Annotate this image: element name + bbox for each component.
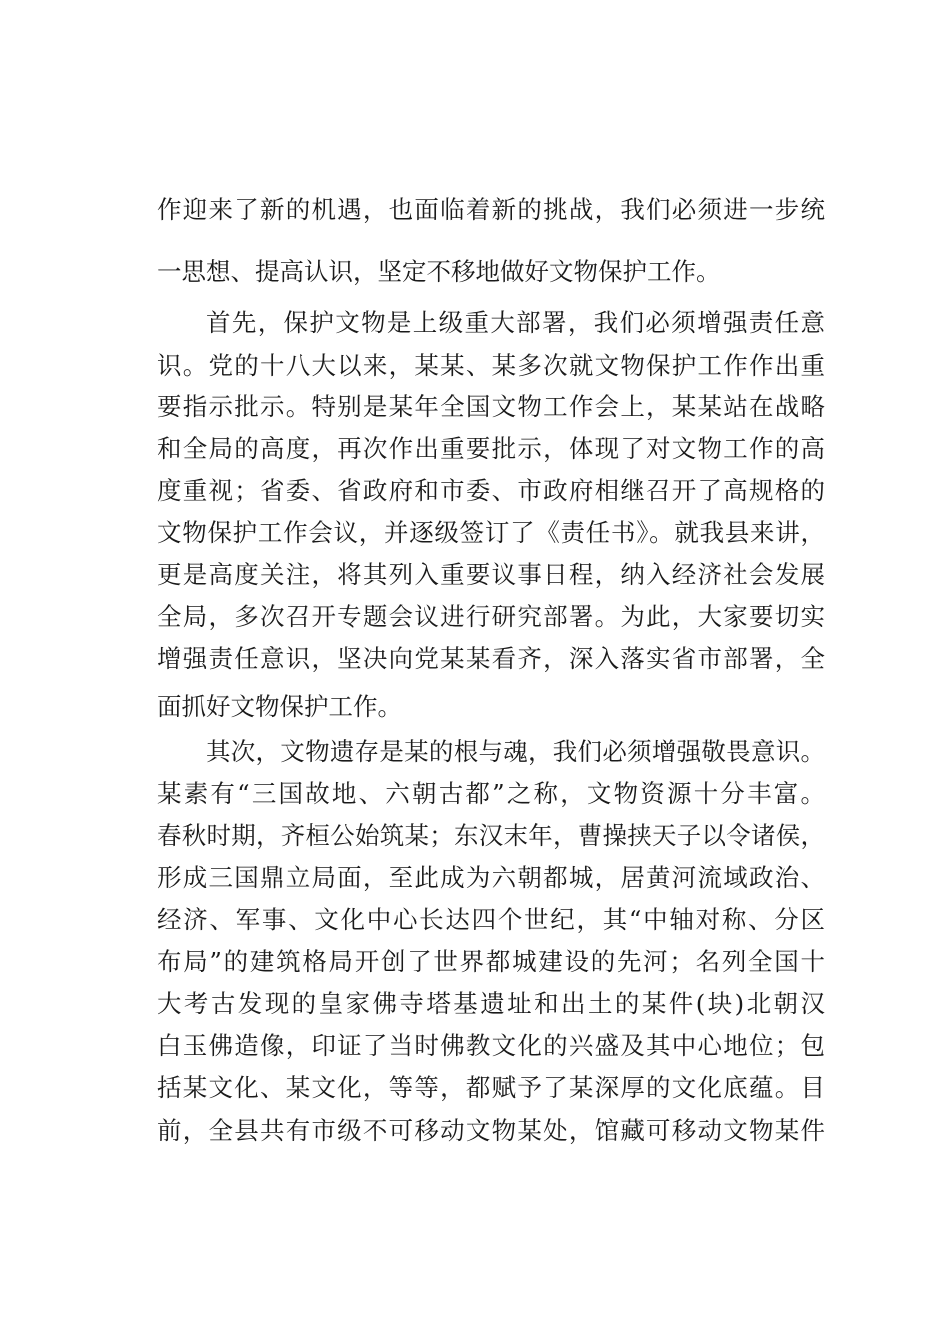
text-line: 一思想、提高认识，坚定不移地做好文物保护工作。 (157, 257, 721, 286)
text-line: 要指示批示。特别是某年全国文物工作会上，某某站在战略 (157, 392, 825, 421)
text-line: 布局”的建筑格局开创了世界都城建设的先河；名列全国十 (157, 947, 825, 976)
text-line: 括某文化、某文化，等等，都赋予了某深厚的文化底蕴。目 (157, 1073, 825, 1102)
text-line: 前，全县共有市级不可移动文物某处，馆藏可移动文物某件 (157, 1116, 825, 1145)
text-line: 面抓好文物保护工作。 (157, 692, 402, 721)
text-line: 经济、军事、文化中心长达四个世纪，其“中轴对称、分区 (157, 905, 825, 934)
text-line: 某素有“三国故地、六朝古都”之称，文物资源十分丰富。 (157, 779, 825, 808)
text-line: 增强责任意识，坚决向党某某看齐，深入落实省市部署，全 (157, 644, 825, 673)
text-line: 作迎来了新的机遇，也面临着新的挑战，我们必须进一步统 (157, 195, 825, 224)
text-line: 文物保护工作会议，并逐级签订了《责任书》。就我县来讲， (157, 518, 825, 547)
text-line: 识。党的十八大以来，某某、某多次就文物保护工作作出重 (157, 351, 825, 380)
paragraph-start-line: 其次，文物遗存是某的根与魂，我们必须增强敬畏意识。 (206, 737, 825, 766)
text-line: 形成三国鼎立局面，至此成为六朝都城，居黄河流域政治、 (157, 863, 825, 892)
text-line: 大考古发现的皇家佛寺塔基遗址和出土的某件(块)北朝汉 (157, 989, 825, 1018)
text-line: 和全局的高度，再次作出重要批示，体现了对文物工作的高 (157, 434, 825, 463)
text-line: 更是高度关注，将其列入重要议事日程，纳入经济社会发展 (157, 560, 825, 589)
text-line: 度重视；省委、省政府和市委、市政府相继召开了高规格的 (157, 476, 825, 505)
text-line: 春秋时期，齐桓公始筑某；东汉末年，曹操挟天子以令诸侯， (157, 821, 825, 850)
text-line: 全局，多次召开专题会议进行研究部署。为此，大家要切实 (157, 602, 825, 631)
text-line: 白玉佛造像，印证了当时佛教文化的兴盛及其中心地位；包 (157, 1031, 825, 1060)
paragraph-start-line: 首先，保护文物是上级重大部署，我们必须增强责任意 (206, 308, 825, 337)
